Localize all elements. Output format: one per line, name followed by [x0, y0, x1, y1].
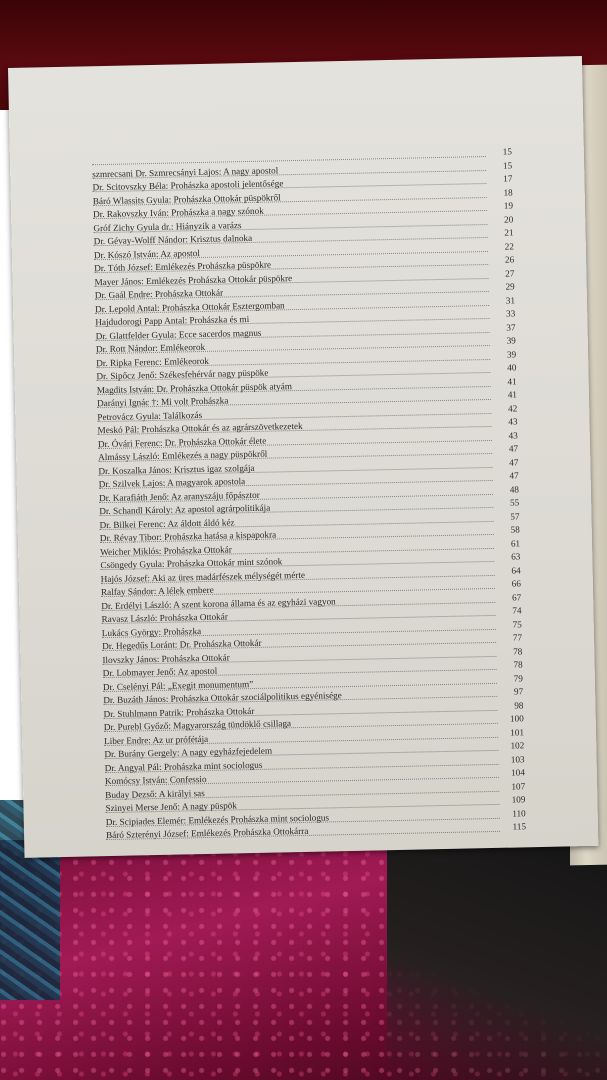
toc-entry-title: Komócsy István: Confessio: [104, 773, 207, 787]
toc-page-number: 110: [512, 807, 526, 819]
toc-entry-title: Hajdudorogi Papp Antal: Prohászka és mi: [95, 314, 250, 328]
toc-page-number: 101: [510, 726, 525, 738]
toc-page-number: 78: [513, 645, 523, 657]
toc-entry-title: Dr. Rott Nándor: Emlékeorok: [95, 341, 206, 355]
toc-entry-title: Csöngedy Gyula: Prohászka Ottokár mint szónok: [100, 556, 283, 571]
toc-entry-title: Szinyei Merse Jenő: A nagy püspök: [105, 800, 238, 814]
toc-page-number: 79: [513, 672, 523, 684]
toc-entry-title: Ralfay Sándor: A lélek embere: [100, 584, 214, 598]
toc-page-number: 58: [510, 524, 520, 535]
toc-page-number: 74: [512, 605, 522, 616]
toc-entry-title: Dr. Sipőcz Jenő: Székesfehérvár nagy püspöke: [96, 367, 269, 382]
toc-page-number: 61: [510, 537, 521, 549]
toc-entry-title: szmrecsani Dr. Szmrecsányi Lajos: A nagy apostol: [92, 164, 279, 179]
toc-page-number: 48: [509, 483, 520, 495]
toc-page-number: 18: [503, 186, 513, 198]
toc-page-number: 39: [506, 348, 517, 360]
toc-page-number: 21: [504, 227, 514, 238]
toc-entry-title: Báró Szterényi József: Emlékezés Prohászka Ottokárra: [105, 825, 309, 841]
toc-entry-title: Dr. Bilkei Ferenc: Az áldott áldó kéz: [99, 516, 235, 530]
toc-page-number: 31: [505, 294, 516, 306]
toc-page-number: 41: [507, 375, 517, 387]
book-page: [8, 56, 598, 858]
toc-entry-title: Dr. Angyal Pál: Prohászka mint sociologus: [104, 759, 263, 773]
toc-page-number: 55: [509, 497, 520, 508]
toc-page-number: 47: [509, 456, 519, 468]
toc-entry-title: Mayer János: Emlékezés Prohászka Ottokár püspökre: [94, 272, 293, 287]
toc-entry-title: Petrovácz Gyula: Találkozás: [97, 409, 203, 422]
toc-page-number: 78: [513, 659, 523, 670]
toc-entry-title: Magdits István: Dr. Prohászka Ottokár püspök atyám: [96, 380, 293, 395]
toc-entry-title: Buday Dezső: A királyi sas: [105, 787, 205, 800]
toc-entry-title: Dr. Gaál Endre: Prohászka Ottokár: [94, 287, 224, 301]
toc-entry-title: Dr. Koszalka János: Krisztus igaz szolgája: [98, 462, 255, 476]
toc-page-number: 40: [507, 362, 517, 373]
toc-page-number: 29: [505, 281, 515, 292]
toc-entry-title: Dr. Hegedűs Loránt: Dr. Prohászka Ottokár: [102, 637, 262, 652]
toc-page-number: 98: [514, 699, 524, 711]
toc-page-number: 109: [511, 794, 526, 805]
toc-page-number: 77: [512, 632, 523, 643]
toc-page-number: 41: [507, 389, 518, 400]
toc-page-number: 64: [511, 564, 521, 576]
toc-entry-title: Lukács György: Prohászka: [101, 625, 202, 638]
toc-entry-title: Dr. Stuhlmann Patrik: Prohászka Ottokár: [103, 705, 255, 719]
toc-entry-title: Dr. Purebl Győző: Magyarország tündöklő csillaga: [103, 718, 292, 733]
toc-page-number: 22: [504, 240, 514, 252]
toc-entry-title: Weicher Miklós: Prohászka Ottokár: [100, 543, 232, 557]
toc-entry-title: Dr. Ripka Ferenc: Emlékeorok: [96, 355, 210, 368]
toc-page-number: 19: [503, 200, 514, 211]
toc-page-number: 17: [503, 173, 513, 184]
toc-entry-title: Ilovszky János: Prohászka Ottokár: [102, 651, 230, 665]
toc-page-number: 39: [506, 335, 516, 346]
toc-page-number: 103: [510, 753, 525, 765]
toc-entry-title: Ravasz László: Prohászka Ottokár: [101, 611, 228, 625]
toc-entry-title: Dr. Scitovszky Béla: Prohászka apostoli jelentősége: [92, 178, 284, 193]
background-shadow: [387, 840, 607, 1080]
toc-entry-title: Dr. Tóth József: Emlékezés Prohászka püspökre: [94, 259, 272, 274]
toc-page-number: 67: [511, 591, 522, 603]
toc-entry-title: Dr. Révay Tibor: Prohászka hatása a kispapokra: [99, 529, 277, 544]
toc-page-number: 15: [502, 146, 512, 157]
toc-page-number: 102: [510, 740, 525, 751]
toc-entry-title: Dr. Óvári Ferenc: Dr. Prohászka Ottokár élete: [97, 435, 267, 449]
toc-entry-title: Dr. Lobmayer Jenő: Az apostol: [102, 665, 218, 679]
toc-entry-title: Meskó Pál: Prohászka Ottokár és az agrárszövetkezetek: [97, 420, 303, 436]
toc-entry-title: Dr. Glattfelder Gyula: Ecce sacerdos magnus: [95, 327, 262, 341]
toc-entry-title: Dr. Cselényi Pál: „Exegit monumentum”: [102, 678, 254, 692]
toc-page-number: 66: [511, 578, 522, 589]
toc-page-number: 26: [504, 254, 515, 265]
toc-page-number: 47: [509, 470, 519, 481]
toc-page-number: 75: [512, 618, 522, 630]
toc-page-number: 37: [506, 321, 516, 333]
toc-entry-title: Dr. Lepold Antal: Prohászka Ottokár Esztergomban: [94, 299, 285, 314]
toc-page-number: 63: [511, 551, 521, 562]
toc-entry-title: Hajós József: Aki az üres madárfészek mélységét mérte: [100, 569, 306, 584]
toc-page-number: 42: [507, 402, 518, 414]
toc-page-number: 20: [503, 213, 514, 225]
toc-page-number: 104: [510, 767, 525, 778]
toc-entry-title: Dr. Scipiades Elemér: Emlékezés Prohászka mint sociologus: [105, 811, 330, 827]
toc-page-number: 57: [510, 510, 520, 522]
toc-entry-title: Dr. Rakovszky Iván: Prohászka a nagy szónok: [92, 205, 264, 220]
toc-page-number: 27: [505, 267, 515, 279]
toc-entry-title: Dr. Gévay-Wolff Nándor: Krisztus dalnoka: [93, 232, 253, 247]
toc-page-number: 15: [502, 159, 513, 171]
toc-page-number: 100: [509, 713, 524, 724]
toc-page-number: 97: [513, 686, 524, 697]
table-of-contents: [92, 145, 526, 842]
toc-entry-title: Dr. Karafiáth Jenő: Az aranyszáju főpásztor: [98, 489, 260, 503]
toc-page-number: 43: [508, 416, 518, 427]
toc-page-number: 115: [512, 821, 527, 832]
toc-entry-title: Dr. Schandl Károly: Az apostol agrárpolitikája: [99, 502, 271, 517]
toc-entry-title: Gróf Zichy Gyula dr.: Hiányzik a varázs: [93, 219, 242, 233]
toc-entry-title: Báró Wlassits Gyula: Prohászka Ottokár püspökről: [92, 191, 281, 206]
toc-entry-title: Dr. Buzáth János: Prohászka Ottokár szociálpolitikus egyénisége: [103, 690, 342, 706]
toc-page-number: 47: [508, 443, 519, 454]
toc-page-number: 107: [511, 780, 526, 792]
toc-entry-title: Dr. Erdélyi László: A szent korona állama és az egyházi vagyon: [101, 595, 336, 611]
toc-entry-title: Darányi Ignác †: Mi volt Prohászka: [96, 395, 229, 409]
toc-entry-title: Liber Endre: Az ur prófétája: [104, 733, 209, 746]
toc-entry-title: Almássy László: Emlékezés a nagy püspökről: [98, 448, 268, 463]
toc-entry-title: Dr. Kószó István: Az apostol: [93, 247, 200, 260]
toc-entry-title: Dr. Burány Gergely: A nagy egyházfejedelem: [104, 745, 273, 760]
toc-page-number: 43: [508, 429, 518, 441]
toc-entry-title: Dr. Szilvek Lajos: A magyarok apostola: [98, 476, 246, 490]
toc-page-number: 33: [505, 308, 516, 319]
